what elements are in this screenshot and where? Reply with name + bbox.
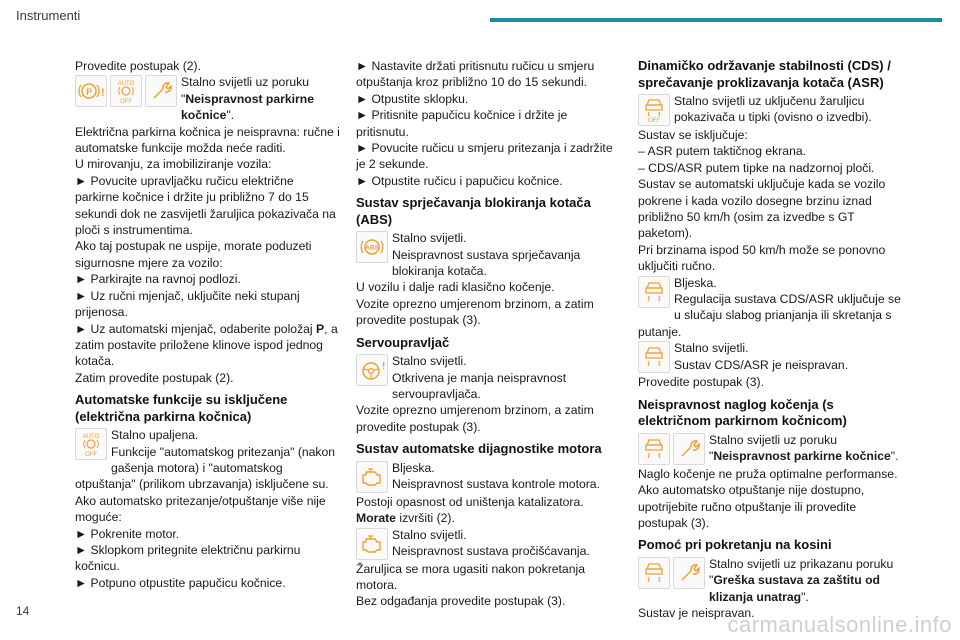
step-text: ► Parkirajte na ravnoj podlozi. [75, 272, 241, 287]
body-text: Stalno svijetli. [392, 527, 467, 542]
body-text: Stalno svijetli. [674, 341, 749, 356]
service-wrench-icon [673, 557, 705, 589]
column-1 [75, 58, 341, 591]
column-3 [638, 58, 904, 621]
body-text: Vozite oprezno umjerenom brzinom, a zatim provedite postupak (3). [356, 296, 594, 328]
section-heading: Sustav automatske dijagnostike motora [356, 441, 602, 457]
body-text: Zatim provedite postupak (2). [75, 370, 234, 385]
body-text: Otkrivena je manja neispravnost servoupravljača. [392, 370, 567, 401]
svg-text:OFF: OFF [648, 118, 660, 124]
auto-off-icon [75, 428, 107, 460]
step-text: ► Otpustite sklopku. [356, 91, 469, 106]
svg-text:!: ! [382, 361, 386, 373]
skid-icon [638, 276, 670, 308]
body-text: Ako taj postupak ne uspije, morate poduzeti sigurnosne mjere za vozilo: [75, 239, 312, 270]
body-text: Bljeska. [674, 275, 717, 290]
skid-icon [638, 341, 670, 373]
body-text: Pri brzinama ispod 50 km/h može se ponovno uključiti ručno. [638, 242, 886, 274]
icon-group [638, 557, 705, 589]
body-text: U mirovanju, za imobiliziranje vozila: [75, 157, 272, 172]
icon-group [638, 341, 670, 373]
engine-warning-icon [356, 461, 388, 493]
header-title: Instrumenti [16, 8, 81, 23]
abs-warning-icon [356, 231, 388, 263]
power-steering-warning-icon [356, 354, 388, 386]
step-text: ► Sklopkom pritegnite električnu parkirnu kočnicu. [75, 542, 301, 574]
icon-group [75, 428, 107, 460]
engine-warning-icon [356, 528, 388, 560]
parking-brake-message: Stalno svijetli uz poruku "Neispravnost parkirne kočnice". [181, 75, 315, 123]
body-text: Električna parkirna kočnica je neispravna: ručne i automatske funkcije možda neće raditi. [75, 124, 340, 156]
body-text: Sustav se isključuje: [638, 128, 748, 142]
parking-brake-message: Stalno svijetli uz poruku "Neispravnost parkirne kočnice". [709, 432, 899, 464]
body-text: Neispravnost sustava pročišćavanja. [392, 543, 590, 558]
skid-icon [638, 433, 670, 465]
skid-icon [638, 557, 670, 589]
svg-text:OFF: OFF [85, 452, 97, 459]
section-heading: Automatske funkcije su isključene (električna parkirna kočnica) [75, 392, 288, 424]
step-text: ► Otpustite ručicu i papučicu kočnice. [356, 173, 563, 188]
column-2 [356, 58, 622, 610]
parking-brake-warning-icon [75, 75, 107, 107]
icon-group [75, 75, 177, 107]
body-text: Funkcije "automatskog pritezanja" (nakon gašenja motora) i "automatskog otpuštanja" (prilikom ubrzavanja) isključene su. [75, 444, 336, 492]
page-number: 14 [16, 604, 30, 618]
svg-text:AUTO: AUTO [82, 434, 100, 441]
body-text: Postoji opasnost od uništenja katalizatora. [356, 494, 584, 509]
service-wrench-icon [673, 433, 705, 465]
svg-text:AUTO: AUTO [117, 81, 135, 88]
step-text: ► Potpuno otpustite papučicu kočnice. [75, 575, 286, 590]
section-heading: Pomoć pri pokretanju na kosini [638, 537, 832, 553]
svg-text:!: ! [101, 87, 105, 100]
body-text: Sustav je neispravan. [638, 606, 755, 621]
body-text: Bez odgađanja provedite postupak (3). [356, 594, 566, 609]
body-text: Sustav se automatski uključuje kada se vozilo pokrene i kada vozilo dosegne brzinu iznad približno 50 km/h (osim za izvedbe s GT paketom). [638, 177, 886, 241]
step-text: ► Nastavite držati pritisnutu ručicu u smjeru otpuštanja kroz približno 10 do 15 sekundi. [356, 59, 595, 90]
step-text: ► Povucite ručicu u smjeru pritezanja i zadržite je 2 sekunde. [356, 141, 613, 172]
hill-assist-message: Stalno svijetli uz prikazanu poruku "Greška sustava za zaštitu od klizanja unatrag". [709, 556, 894, 604]
auto-off-icon [110, 75, 142, 107]
svg-text:P: P [85, 87, 93, 98]
intro-text: Provedite postupak (2). [75, 59, 202, 73]
body-text: Ako automatsko otpuštanje nije dostupno, upotrijebite ručno otpuštanje ili provedite postupak (3). [638, 483, 865, 530]
header-accent-bar [490, 18, 942, 22]
list-item: – CDS/ASR putem tipke na nadzornoj ploči. [638, 160, 875, 175]
section-heading: Neispravnost naglog kočenja (s električnom parkirnom kočnicom) [638, 396, 847, 429]
body-text: Ako automatsko pritezanje/otpuštanje više nije moguće: [75, 493, 326, 525]
icon-group [356, 461, 388, 493]
body-text: Stalno upaljena. [111, 428, 199, 443]
body-text: Neispravnost sustava kontrole motora. [392, 477, 600, 492]
body-text: Stalno svijetli uz uključenu žaruljicu pokazivača u tipki (ovisno o izvedbi). [674, 94, 872, 125]
body-text: Stalno svijetli. [392, 354, 467, 369]
body-text: Vozite oprezno umjerenom brzinom, a zatim provedite postupak (3). [356, 403, 594, 434]
body-text: Sustav CDS/ASR je neispravan. [674, 357, 849, 372]
icon-group [356, 231, 388, 263]
skid-off-icon [638, 94, 670, 126]
step-text: ► Pritisnite papučicu kočnice i držite je pritisnutu. [356, 108, 568, 139]
body-text: U vozilu i dalje radi klasično kočenje. [356, 280, 555, 295]
body-text: Naglo kočenje ne pruža optimalne performanse. [638, 466, 898, 481]
section-heading: Servoupravljač [356, 334, 450, 350]
icon-group [638, 433, 705, 465]
body-text: Provedite postupak (3). [638, 375, 765, 390]
section-heading: Sustav sprječavanja blokiranja kotača (ABS) [356, 195, 591, 227]
list-item: – ASR putem taktičnog ekrana. [638, 144, 807, 159]
step-text: ► Povucite upravljačku ručicu električne parkirne kočnice i držite ju približno 7 do 15 sekundi dok ne zasvijetli žaruljica pokazivača na ploči s instrumentima. [75, 173, 336, 238]
icon-group [356, 528, 388, 560]
body-text: Neispravnost sustava sprječavanja blokiranja kotača. [392, 247, 581, 279]
step-text: ► Uz automatski mjenjač, odaberite položaj P, a zatim postavite priložene klinove ispod jednog kotača. [75, 321, 338, 369]
icon-group [356, 354, 388, 386]
watermark: carmanualsonline.info [727, 612, 952, 637]
step-text: ► Uz ručni mjenjač, uključite neki stupanj prijenosa. [75, 288, 300, 320]
icon-group [638, 276, 670, 308]
icon-group [638, 94, 670, 126]
svg-text:ABS: ABS [365, 244, 379, 252]
step-text: ► Pokrenite motor. [75, 526, 180, 541]
body-text: Žaruljica se mora ugasiti nakon pokretanja motora. [356, 561, 585, 592]
svg-text:OFF: OFF [120, 99, 132, 106]
section-heading: Dinamičko održavanje stabilnosti (CDS) / sprečavanje proklizavanja kotača (ASR) [638, 58, 891, 90]
body-text: Stalno svijetli. [392, 231, 467, 246]
service-wrench-icon [145, 75, 177, 107]
body-text: Regulacija sustava CDS/ASR uključuje se u slučaju slabog prianjanja ili skretanja s putanje. [638, 292, 901, 339]
body-text: Bljeska. [392, 460, 435, 475]
body-text: Morate izvršiti (2). [356, 511, 455, 526]
